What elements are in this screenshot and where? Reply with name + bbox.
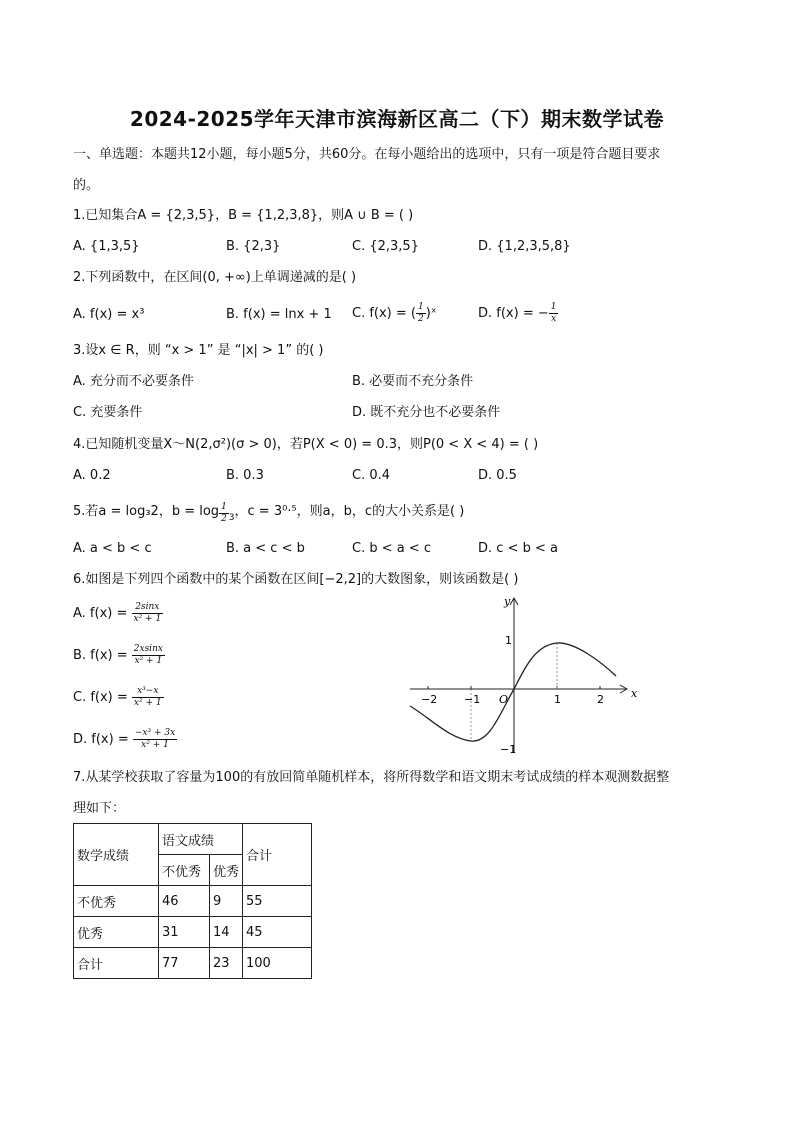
table-header-row bbox=[74, 824, 312, 855]
question-5-stem bbox=[73, 500, 464, 523]
q1-option-a: A. {1,3,5} bbox=[73, 239, 140, 254]
q6-option-c-label: C. f(x) = bbox=[73, 690, 132, 705]
tick-label-y-neg1: −1 bbox=[500, 743, 517, 756]
row-label: 不优秀 bbox=[74, 886, 159, 917]
question-7-stem: 7.从某学校获取了容量为100的有放回简单随机样本，将所得数学和语文期末考试成绩的样本观测数据整 bbox=[73, 770, 670, 785]
tick-label-y-1: 1 bbox=[505, 634, 512, 647]
tick-label-neg2: −2 bbox=[421, 693, 438, 706]
section-heading-cont: 的。 bbox=[73, 178, 100, 193]
q6-option-a bbox=[73, 602, 163, 625]
question-2-stem: 2.下列函数中，在区间(0, +∞)上单调递减的是( ) bbox=[73, 270, 357, 285]
q2-option-b: B. f(x) = lnx + 1 bbox=[226, 307, 332, 322]
cell-value: 46 bbox=[159, 886, 210, 917]
function-curve bbox=[410, 643, 616, 741]
row-label: 优秀 bbox=[74, 917, 159, 948]
q6-option-c bbox=[73, 686, 164, 709]
q2-option-c-label: C. f(x) = ( bbox=[352, 306, 416, 321]
q6-d-den: x² + 1 bbox=[141, 740, 169, 750]
q5-frac-num: 1 bbox=[221, 502, 227, 512]
question-7-stem-cont: 理如下： bbox=[73, 801, 126, 816]
q4-option-b: B. 0.3 bbox=[226, 468, 264, 483]
q6-b-den: x² + 1 bbox=[134, 656, 163, 666]
q5-option-a: A. a < b < c bbox=[73, 541, 152, 556]
q1-option-c: C. {2,3,5} bbox=[352, 239, 419, 254]
q2-option-d-label: D. f(x) = − bbox=[478, 306, 549, 321]
q6-function-graph bbox=[400, 593, 640, 758]
q2-option-a: A. f(x) = x³ bbox=[73, 307, 145, 322]
tick-label-neg1: −1 bbox=[464, 693, 481, 706]
q5-option-b: B. a < c < b bbox=[226, 541, 305, 556]
tick-label-1: 1 bbox=[554, 693, 561, 706]
q6-option-d bbox=[73, 728, 177, 751]
q3-option-b: B. 必要而不充分条件 bbox=[352, 374, 474, 389]
cell-value: 55 bbox=[243, 886, 312, 917]
cell-value: 14 bbox=[210, 917, 243, 948]
q3-option-d: D. 既不充分也不必要条件 bbox=[352, 405, 501, 420]
q5-frac-den: 2 bbox=[221, 514, 227, 524]
question-1-stem: 1.已知集合A = {2,3,5}，B = {1,2,3,8}，则A ∪ B = ( ) bbox=[73, 208, 414, 223]
q2-option-d bbox=[478, 302, 558, 325]
q4-option-c: C. 0.4 bbox=[352, 468, 391, 483]
q2-c-frac-den: 2 bbox=[417, 314, 424, 324]
cell-value: 31 bbox=[159, 917, 210, 948]
q6-b-fraction bbox=[132, 644, 165, 667]
section-heading: 一、单选题：本题共12小题，每小题5分，共60分。在每小题给出的选项中，只有一项是符合题目要求 bbox=[73, 147, 661, 162]
q6-option-b-label: B. f(x) = bbox=[73, 648, 132, 663]
q3-option-a: A. 充分而不必要条件 bbox=[73, 374, 194, 389]
page-title: 2024-2025学年天津市滨海新区高二（下）期末数学试卷 bbox=[129, 107, 665, 131]
q2-d-fraction bbox=[549, 302, 559, 325]
q4-option-a: A. 0.2 bbox=[73, 468, 111, 483]
table-row bbox=[74, 886, 312, 917]
table-row bbox=[74, 948, 312, 979]
q2-option-c bbox=[352, 302, 437, 325]
header-math-scores: 数学成绩 bbox=[74, 824, 159, 886]
q6-b-num: 2xsinx bbox=[133, 644, 163, 654]
cell-value: 100 bbox=[243, 948, 312, 979]
q3-option-c: C. 充要条件 bbox=[73, 405, 143, 420]
cell-value: 23 bbox=[210, 948, 243, 979]
q6-option-d-label: D. f(x) = bbox=[73, 732, 133, 747]
q6-option-a-label: A. f(x) = bbox=[73, 606, 132, 621]
q6-c-fraction bbox=[132, 686, 164, 709]
origin-label: O bbox=[499, 693, 509, 706]
row-label: 合计 bbox=[74, 948, 159, 979]
axis-y-label: y bbox=[504, 595, 511, 608]
subheader-excellent: 优秀 bbox=[210, 855, 243, 886]
q4-option-d: D. 0.5 bbox=[478, 468, 517, 483]
q6-a-den: x² + 1 bbox=[133, 614, 162, 624]
q6-d-num: −x³ + 3x bbox=[134, 728, 176, 738]
tick-label-2: 2 bbox=[597, 693, 604, 706]
cell-value: 45 bbox=[243, 917, 312, 948]
q6-a-num: 2sinx bbox=[132, 602, 164, 614]
cell-value: 9 bbox=[210, 886, 243, 917]
q5-option-d: D. c < b < a bbox=[478, 541, 558, 556]
question-4-stem: 4.已知随机变量X～N(2,σ²)(σ > 0)，若P(X < 0) = 0.3，则P(0 < X < 4) = ( ) bbox=[73, 437, 539, 452]
q5-option-c: C. b < a < c bbox=[352, 541, 432, 556]
subheader-not-excellent: 不优秀 bbox=[159, 855, 210, 886]
table-row bbox=[74, 917, 312, 948]
header-chinese-scores: 语文成绩 bbox=[159, 824, 243, 855]
q6-c-den: x² + 1 bbox=[133, 698, 162, 708]
q2-c-frac-num: 1 bbox=[417, 302, 424, 312]
q5-stem-part2: ，c = 3⁰·⁵，则a，b，c的大小关系是( ) bbox=[234, 504, 465, 519]
q5-log-base-fraction bbox=[219, 502, 229, 525]
scores-table bbox=[73, 823, 312, 979]
q2-d-frac-num: 1 bbox=[550, 302, 557, 312]
q6-c-num: x³−x bbox=[132, 686, 164, 698]
q6-d-fraction bbox=[133, 728, 177, 751]
q6-a-fraction bbox=[132, 602, 164, 625]
cell-value: 77 bbox=[159, 948, 210, 979]
q5-log-base: 3 bbox=[228, 513, 235, 523]
q2-d-frac-den: x bbox=[551, 314, 557, 324]
question-3-stem: 3.设x ∈ R，则 “x > 1” 是 “|x| > 1” 的( ) bbox=[73, 343, 324, 358]
question-6-stem: 6.如图是下列四个函数中的某个函数在区间[−2,2]的大数图象，则该函数是( ) bbox=[73, 572, 519, 587]
q1-option-b: B. {2,3} bbox=[226, 239, 281, 254]
q5-stem-part1: 5.若a = log₃2，b = log bbox=[73, 504, 220, 519]
header-total: 合计 bbox=[243, 824, 312, 886]
q6-option-b bbox=[73, 644, 165, 667]
q2-c-fraction bbox=[416, 302, 426, 325]
axis-x-label: x bbox=[631, 687, 638, 700]
q1-option-d: D. {1,2,3,5,8} bbox=[478, 239, 571, 254]
q2-c-tail: )ˣ bbox=[425, 306, 437, 321]
